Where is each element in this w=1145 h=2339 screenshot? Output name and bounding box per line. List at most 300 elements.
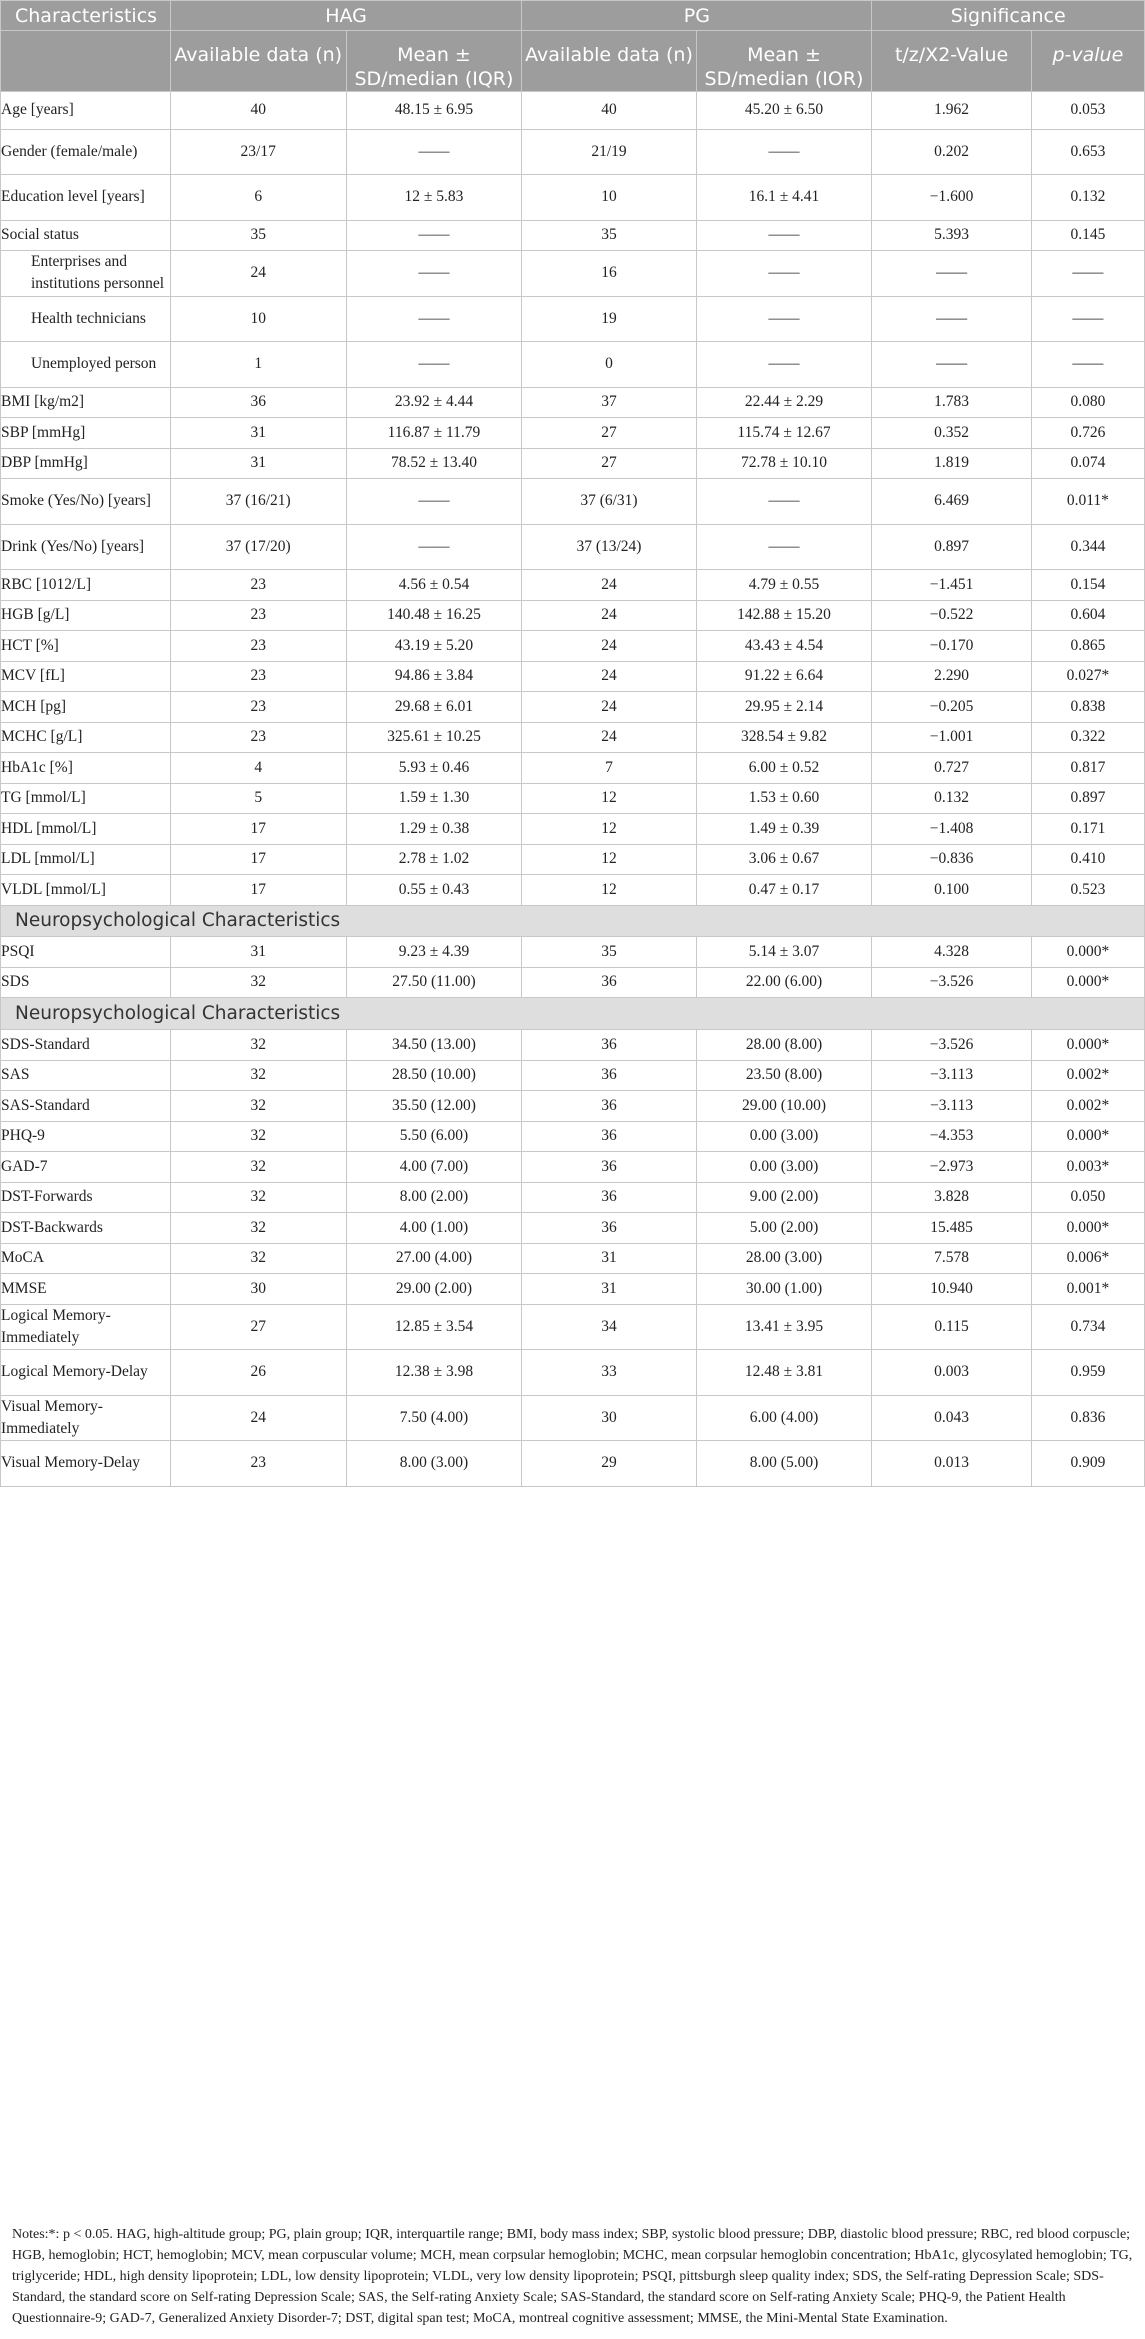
cell-p: 0.322 [1031, 722, 1144, 753]
cell-pg-mean: 13.41 ± 3.95 [696, 1304, 872, 1350]
header-characteristics: Characteristics [1, 1, 171, 31]
header-blank [1, 31, 171, 92]
row-label: Enterprises and institutions personnel [1, 251, 171, 297]
cell-pg-mean: —— [696, 296, 872, 342]
cell-p: 0.001* [1031, 1274, 1144, 1305]
cell-pg-n: 40 [522, 92, 696, 130]
section-row [1, 998, 1145, 1030]
cell-p: 0.734 [1031, 1304, 1144, 1350]
cell-hag-mean: —— [346, 129, 522, 175]
table-row [1, 175, 1145, 221]
section-heading: Neuropsychological Characteristics [1, 905, 1145, 937]
cell-p: 0.000* [1031, 937, 1144, 968]
cell-stat: −1.600 [872, 175, 1031, 221]
section-row [1, 905, 1145, 937]
cell-hag-n: 32 [170, 1152, 346, 1183]
cell-pg-n: 36 [522, 1121, 696, 1152]
header-stat-value [872, 31, 1031, 92]
cell-pg-n: 12 [522, 875, 696, 906]
table-row [1, 418, 1145, 449]
cell-stat: −2.973 [872, 1152, 1031, 1183]
cell-hag-mean: 1.29 ± 0.38 [346, 814, 522, 845]
cell-hag-mean: 325.61 ± 10.25 [346, 722, 522, 753]
cell-p: 0.604 [1031, 600, 1144, 631]
cell-stat: −3.113 [872, 1060, 1031, 1091]
cell-p: 0.000* [1031, 967, 1144, 998]
cell-hag-mean: 94.86 ± 3.84 [346, 661, 522, 692]
table-row [1, 937, 1145, 968]
cell-pg-mean: 29.95 ± 2.14 [696, 692, 872, 723]
row-label: Health technicians [1, 296, 171, 342]
cell-hag-mean: 2.78 ± 1.02 [346, 844, 522, 875]
cell-pg-n: 12 [522, 844, 696, 875]
row-label: BMI [kg/m2] [1, 387, 171, 418]
cell-stat: 0.003 [872, 1350, 1031, 1396]
cell-pg-mean: 22.44 ± 2.29 [696, 387, 872, 418]
cell-stat: 6.469 [872, 479, 1031, 525]
row-label: LDL [mmol/L] [1, 844, 171, 875]
row-label: Drink (Yes/No) [years] [1, 524, 171, 570]
cell-pg-mean: 328.54 ± 9.82 [696, 722, 872, 753]
cell-hag-mean: 5.93 ± 0.46 [346, 753, 522, 784]
cell-pg-mean: 22.00 (6.00) [696, 967, 872, 998]
table-row [1, 1121, 1145, 1152]
cell-hag-mean: 23.92 ± 4.44 [346, 387, 522, 418]
cell-hag-n: 23 [170, 692, 346, 723]
cell-pg-mean: 5.14 ± 3.07 [696, 937, 872, 968]
cell-hag-n: 23 [170, 631, 346, 662]
cell-p: 0.959 [1031, 1350, 1144, 1396]
row-label: Smoke (Yes/No) [years] [1, 479, 171, 525]
cell-hag-mean: 5.50 (6.00) [346, 1121, 522, 1152]
cell-pg-mean: —— [696, 220, 872, 251]
table-row [1, 1441, 1145, 1487]
table-row [1, 753, 1145, 784]
table-row [1, 1243, 1145, 1274]
cell-pg-n: 7 [522, 753, 696, 784]
table-row [1, 1395, 1145, 1441]
row-label: VLDL [mmol/L] [1, 875, 171, 906]
cell-pg-n: 36 [522, 1182, 696, 1213]
cell-hag-mean: 9.23 ± 4.39 [346, 937, 522, 968]
cell-hag-mean: 28.50 (10.00) [346, 1060, 522, 1091]
cell-pg-n: 24 [522, 692, 696, 723]
row-label: SAS-Standard [1, 1091, 171, 1122]
cell-hag-n: 32 [170, 1091, 346, 1122]
table-notes: Notes:*: p < 0.05. HAG, high-altitude group; PG, plain group; IQR, interquartile range; BMI, body mass index; SBP, systolic blood pressure; DBP, diastolic blood pressure; RBC, red blood corpuscle; HGB, hemoglobin; HCT, hemoglobin; MCV, mean corpuscular volume; MCH, mean corpsular hemoglobin; MCHC, mean corpsular hemoglobin concentration; HbA1c, glycosylated hemoglobin; TG, triglyceride; HDL, high density lipoprotein; LDL, low density lipoprotein; VLDL, very low density lipoprotein; PSQI, pittsburgh sleep quality index; SDS, the Self-rating Depression Scale; SDS-Standard, the standard score on Self-rating Depression Scale; SAS, the Self-rating Anxiety Scale; SAS-Standard, the standard score on Self-rating Anxiety Scale; PHQ-9, the Patient Health Questionnaire-9; GAD-7, Generalized Anxiety Disorder-7; DST, digital span test; MoCA, montreal cognitive assessment; MMSE, the Mini-Mental State Examination. [12, 2227, 1133, 2326]
table-row [1, 875, 1145, 906]
cell-pg-mean: 8.00 (5.00) [696, 1441, 872, 1487]
cell-pg-n: 37 (6/31) [522, 479, 696, 525]
row-label: Visual Memory-Immediately [1, 1395, 171, 1441]
row-label: MCHC [g/L] [1, 722, 171, 753]
row-label: DBP [mmHg] [1, 448, 171, 479]
cell-hag-n: 26 [170, 1350, 346, 1396]
row-label: SDS-Standard [1, 1030, 171, 1061]
cell-pg-mean: —— [696, 479, 872, 525]
cell-pg-n: 10 [522, 175, 696, 221]
cell-stat: 0.132 [872, 783, 1031, 814]
cell-pg-mean: 28.00 (3.00) [696, 1243, 872, 1274]
cell-hag-mean: 8.00 (3.00) [346, 1441, 522, 1487]
table-row [1, 844, 1145, 875]
cell-stat: 1.962 [872, 92, 1031, 130]
cell-hag-n: 37 (16/21) [170, 479, 346, 525]
row-label: Logical Memory-Immediately [1, 1304, 171, 1350]
cell-stat: 0.202 [872, 129, 1031, 175]
cell-stat: −0.836 [872, 844, 1031, 875]
cell-pg-mean: 12.48 ± 3.81 [696, 1350, 872, 1396]
cell-p: —— [1031, 251, 1144, 297]
row-label: HCT [%] [1, 631, 171, 662]
header-hag-mean: Mean ± SD/median (IQR) [346, 31, 522, 92]
row-label: Unemployed person [1, 342, 171, 388]
cell-stat: 0.727 [872, 753, 1031, 784]
cell-p: 0.050 [1031, 1182, 1144, 1213]
cell-hag-mean: 27.50 (11.00) [346, 967, 522, 998]
cell-hag-mean: —— [346, 296, 522, 342]
row-label: DST-Backwards [1, 1213, 171, 1244]
cell-hag-mean: 43.19 ± 5.20 [346, 631, 522, 662]
row-label: Education level [years] [1, 175, 171, 221]
cell-hag-n: 6 [170, 175, 346, 221]
table-row [1, 524, 1145, 570]
cell-stat: 1.783 [872, 387, 1031, 418]
cell-p: 0.836 [1031, 1395, 1144, 1441]
cell-stat: −3.113 [872, 1091, 1031, 1122]
cell-hag-mean: 1.59 ± 1.30 [346, 783, 522, 814]
cell-hag-n: 37 (17/20) [170, 524, 346, 570]
cell-stat: 0.100 [872, 875, 1031, 906]
row-label: TG [mmol/L] [1, 783, 171, 814]
section-heading: Neuropsychological Characteristics [1, 998, 1145, 1030]
row-label: PSQI [1, 937, 171, 968]
cell-p: 0.000* [1031, 1030, 1144, 1061]
cell-stat: 5.393 [872, 220, 1031, 251]
cell-pg-mean: 43.43 ± 4.54 [696, 631, 872, 662]
cell-stat: —— [872, 251, 1031, 297]
cell-hag-n: 30 [170, 1274, 346, 1305]
cell-hag-mean: —— [346, 251, 522, 297]
cell-pg-mean: 1.49 ± 0.39 [696, 814, 872, 845]
cell-pg-n: 36 [522, 1060, 696, 1091]
cell-stat: −1.408 [872, 814, 1031, 845]
cell-hag-n: 31 [170, 937, 346, 968]
cell-hag-n: 32 [170, 1182, 346, 1213]
cell-stat: 1.819 [872, 448, 1031, 479]
cell-hag-n: 24 [170, 251, 346, 297]
cell-p: 0.080 [1031, 387, 1144, 418]
table-row [1, 1213, 1145, 1244]
cell-pg-n: 19 [522, 296, 696, 342]
cell-pg-mean: —— [696, 342, 872, 388]
cell-p: —— [1031, 296, 1144, 342]
cell-hag-n: 4 [170, 753, 346, 784]
table-row [1, 479, 1145, 525]
table-row [1, 387, 1145, 418]
cell-pg-n: 31 [522, 1243, 696, 1274]
cell-hag-n: 32 [170, 1060, 346, 1091]
table-row [1, 448, 1145, 479]
p-value-text: p-value [1052, 44, 1124, 66]
cell-p: 0.053 [1031, 92, 1144, 130]
cell-stat: 0.115 [872, 1304, 1031, 1350]
cell-stat: 4.328 [872, 937, 1031, 968]
cell-pg-mean: 28.00 (8.00) [696, 1030, 872, 1061]
cell-p: 0.171 [1031, 814, 1144, 845]
cell-pg-n: 27 [522, 448, 696, 479]
cell-p: 0.838 [1031, 692, 1144, 723]
cell-p: 0.003* [1031, 1152, 1144, 1183]
cell-p: —— [1031, 342, 1144, 388]
cell-hag-mean: 29.00 (2.00) [346, 1274, 522, 1305]
cell-pg-mean: 1.53 ± 0.60 [696, 783, 872, 814]
cell-pg-n: 27 [522, 418, 696, 449]
cell-stat: 0.013 [872, 1441, 1031, 1487]
cell-pg-mean: 16.1 ± 4.41 [696, 175, 872, 221]
cell-pg-mean: —— [696, 251, 872, 297]
table-row [1, 814, 1145, 845]
cell-pg-n: 12 [522, 783, 696, 814]
cell-pg-n: 24 [522, 722, 696, 753]
cell-hag-mean: —— [346, 524, 522, 570]
cell-pg-mean: 0.00 (3.00) [696, 1152, 872, 1183]
row-label: SAS [1, 1060, 171, 1091]
cell-p: 0.817 [1031, 753, 1144, 784]
table-row [1, 1030, 1145, 1061]
cell-p: 0.909 [1031, 1441, 1144, 1487]
cell-stat: 0.897 [872, 524, 1031, 570]
cell-hag-mean: 4.56 ± 0.54 [346, 570, 522, 601]
cell-p: 0.653 [1031, 129, 1144, 175]
cell-pg-mean: 29.00 (10.00) [696, 1091, 872, 1122]
cell-stat: −4.353 [872, 1121, 1031, 1152]
cell-hag-n: 23/17 [170, 129, 346, 175]
cell-hag-mean: —— [346, 479, 522, 525]
cell-hag-n: 31 [170, 448, 346, 479]
cell-hag-mean: 12.85 ± 3.54 [346, 1304, 522, 1350]
stat-value-text: t/z/X2-Value [894, 44, 1009, 66]
row-label: MCV [fL] [1, 661, 171, 692]
cell-p: 0.002* [1031, 1091, 1144, 1122]
cell-hag-n: 23 [170, 600, 346, 631]
cell-pg-mean: 115.74 ± 12.67 [696, 418, 872, 449]
table-row [1, 220, 1145, 251]
cell-hag-n: 32 [170, 1121, 346, 1152]
table-row [1, 1304, 1145, 1350]
cell-pg-n: 34 [522, 1304, 696, 1350]
cell-hag-mean: 34.50 (13.00) [346, 1030, 522, 1061]
cell-hag-n: 27 [170, 1304, 346, 1350]
cell-hag-mean: 4.00 (7.00) [346, 1152, 522, 1183]
cell-pg-n: 24 [522, 570, 696, 601]
cell-pg-n: 36 [522, 1152, 696, 1183]
cell-pg-mean: 4.79 ± 0.55 [696, 570, 872, 601]
table-row [1, 1350, 1145, 1396]
table-row [1, 1182, 1145, 1213]
cell-pg-n: 37 (13/24) [522, 524, 696, 570]
cell-stat: 2.290 [872, 661, 1031, 692]
cell-hag-n: 23 [170, 1441, 346, 1487]
row-label: HGB [g/L] [1, 600, 171, 631]
cell-hag-n: 32 [170, 1213, 346, 1244]
table-row [1, 631, 1145, 662]
table-row [1, 661, 1145, 692]
cell-stat: 15.485 [872, 1213, 1031, 1244]
cell-p: 0.897 [1031, 783, 1144, 814]
table-row [1, 1274, 1145, 1305]
cell-pg-mean: 45.20 ± 6.50 [696, 92, 872, 130]
row-label: SDS [1, 967, 171, 998]
cell-hag-mean: 12 ± 5.83 [346, 175, 522, 221]
cell-stat: 10.940 [872, 1274, 1031, 1305]
cell-p: 0.523 [1031, 875, 1144, 906]
table-row [1, 967, 1145, 998]
cell-pg-mean: —— [696, 524, 872, 570]
cell-pg-n: 12 [522, 814, 696, 845]
cell-hag-n: 31 [170, 418, 346, 449]
cell-hag-n: 40 [170, 92, 346, 130]
cell-p: 0.154 [1031, 570, 1144, 601]
table-row [1, 251, 1145, 297]
table-row [1, 722, 1145, 753]
cell-p: 0.726 [1031, 418, 1144, 449]
cell-pg-n: 35 [522, 937, 696, 968]
header-hag-available: Available data (n) [170, 31, 346, 92]
cell-hag-n: 17 [170, 844, 346, 875]
cell-hag-n: 10 [170, 296, 346, 342]
cell-hag-n: 24 [170, 1395, 346, 1441]
cell-pg-mean: 6.00 ± 0.52 [696, 753, 872, 784]
cell-pg-mean: 91.22 ± 6.64 [696, 661, 872, 692]
cell-pg-mean: 72.78 ± 10.10 [696, 448, 872, 479]
cell-hag-mean: 0.55 ± 0.43 [346, 875, 522, 906]
header-significance: Significance [872, 1, 1145, 31]
table-row [1, 342, 1145, 388]
cell-hag-n: 5 [170, 783, 346, 814]
cell-p: 0.011* [1031, 479, 1144, 525]
cell-pg-n: 33 [522, 1350, 696, 1396]
cell-pg-n: 30 [522, 1395, 696, 1441]
table-row [1, 1091, 1145, 1122]
table-row [1, 783, 1145, 814]
cell-hag-mean: 4.00 (1.00) [346, 1213, 522, 1244]
cell-hag-mean: 116.87 ± 11.79 [346, 418, 522, 449]
table-row [1, 1152, 1145, 1183]
cell-hag-n: 23 [170, 661, 346, 692]
cell-pg-mean: 6.00 (4.00) [696, 1395, 872, 1441]
header-row-groups [1, 1, 1145, 31]
header-pg-mean: Mean ± SD/median (IOR) [696, 31, 872, 92]
cell-stat: −3.526 [872, 1030, 1031, 1061]
cell-pg-n: 36 [522, 1030, 696, 1061]
cell-hag-mean: 8.00 (2.00) [346, 1182, 522, 1213]
cell-pg-n: 21/19 [522, 129, 696, 175]
cell-pg-n: 24 [522, 661, 696, 692]
cell-hag-mean: 27.00 (4.00) [346, 1243, 522, 1274]
cell-hag-n: 35 [170, 220, 346, 251]
cell-p: 0.006* [1031, 1243, 1144, 1274]
row-label: Social status [1, 220, 171, 251]
cell-hag-n: 32 [170, 1030, 346, 1061]
row-label: Visual Memory-Delay [1, 1441, 171, 1487]
cell-pg-n: 31 [522, 1274, 696, 1305]
row-label: Logical Memory-Delay [1, 1350, 171, 1396]
cell-hag-mean: —— [346, 220, 522, 251]
header-pg: PG [522, 1, 872, 31]
cell-pg-mean: 23.50 (8.00) [696, 1060, 872, 1091]
cell-pg-n: 29 [522, 1441, 696, 1487]
row-label: DST-Forwards [1, 1182, 171, 1213]
cell-pg-n: 36 [522, 967, 696, 998]
table-row [1, 129, 1145, 175]
cell-pg-mean: —— [696, 129, 872, 175]
cell-p: 0.344 [1031, 524, 1144, 570]
cell-pg-n: 36 [522, 1091, 696, 1122]
row-label: MoCA [1, 1243, 171, 1274]
cell-stat: −3.526 [872, 967, 1031, 998]
cell-pg-mean: 142.88 ± 15.20 [696, 600, 872, 631]
row-label: PHQ-9 [1, 1121, 171, 1152]
cell-pg-mean: 0.00 (3.00) [696, 1121, 872, 1152]
cell-hag-mean: 29.68 ± 6.01 [346, 692, 522, 723]
cell-p: 0.000* [1031, 1213, 1144, 1244]
cell-pg-n: 0 [522, 342, 696, 388]
cell-stat: −1.451 [872, 570, 1031, 601]
cell-pg-n: 37 [522, 387, 696, 418]
cell-hag-n: 23 [170, 722, 346, 753]
cell-stat: −0.170 [872, 631, 1031, 662]
cell-pg-n: 16 [522, 251, 696, 297]
header-pg-available: Available data (n) [522, 31, 696, 92]
row-label: HbA1c [%] [1, 753, 171, 784]
cell-stat: −1.001 [872, 722, 1031, 753]
cell-stat: −0.522 [872, 600, 1031, 631]
table-row [1, 1060, 1145, 1091]
header-p-value [1031, 31, 1144, 92]
row-label: GAD-7 [1, 1152, 171, 1183]
table-row [1, 570, 1145, 601]
table-row [1, 600, 1145, 631]
row-label: Gender (female/male) [1, 129, 171, 175]
cell-pg-mean: 30.00 (1.00) [696, 1274, 872, 1305]
table-row [1, 692, 1145, 723]
cell-stat: —— [872, 342, 1031, 388]
cell-p: 0.027* [1031, 661, 1144, 692]
cell-pg-n: 35 [522, 220, 696, 251]
cell-hag-mean: 35.50 (12.00) [346, 1091, 522, 1122]
cell-hag-n: 32 [170, 967, 346, 998]
cell-stat: —— [872, 296, 1031, 342]
cell-p: 0.074 [1031, 448, 1144, 479]
cell-stat: 3.828 [872, 1182, 1031, 1213]
cell-p: 0.145 [1031, 220, 1144, 251]
cell-hag-mean: 7.50 (4.00) [346, 1395, 522, 1441]
cell-hag-n: 36 [170, 387, 346, 418]
cell-pg-mean: 5.00 (2.00) [696, 1213, 872, 1244]
cell-hag-mean: 78.52 ± 13.40 [346, 448, 522, 479]
cell-hag-n: 23 [170, 570, 346, 601]
cell-pg-mean: 0.47 ± 0.17 [696, 875, 872, 906]
cell-hag-n: 32 [170, 1243, 346, 1274]
cell-stat: −0.205 [872, 692, 1031, 723]
cell-p: 0.410 [1031, 844, 1144, 875]
row-label: Age [years] [1, 92, 171, 130]
header-hag: HAG [170, 1, 522, 31]
table-row [1, 92, 1145, 130]
cell-stat: 0.043 [872, 1395, 1031, 1441]
row-label: MMSE [1, 1274, 171, 1305]
